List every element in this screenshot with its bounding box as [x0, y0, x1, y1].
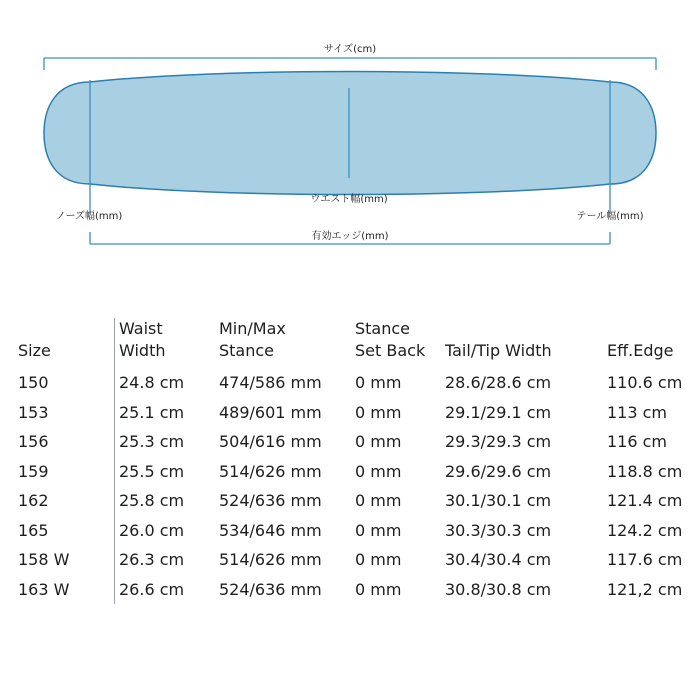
- cell-waist-width: 25.3 cm: [119, 432, 185, 452]
- cell-stance: 474/586 mm: [219, 373, 322, 393]
- cell-tail-tip-width: 30.1/30.1 cm: [445, 491, 552, 511]
- cell-set-back: 0 mm: [355, 461, 402, 481]
- header-waist-width: [115, 318, 220, 368]
- cell-tail-tip-width: 30.3/30.3 cm: [445, 520, 552, 540]
- cell-tail-tip-width: 30.8/30.8 cm: [445, 579, 552, 599]
- cell-eff-edge: 116 cm: [607, 432, 668, 452]
- header-line2: Stance: [219, 341, 275, 360]
- header-tail-tip-width: [445, 318, 607, 368]
- cell-waist-width: 26.6 cm: [119, 579, 185, 599]
- table-row: [14, 516, 697, 546]
- cell-set-back: 0 mm: [355, 402, 402, 422]
- edge-label: 有効エッジ(mm): [311, 231, 389, 242]
- cell-set-back: 0 mm: [355, 491, 402, 511]
- header-eff-edge: [607, 318, 697, 368]
- header-line1: [18, 318, 114, 340]
- cell-eff-edge: 117.6 cm: [607, 550, 683, 570]
- cell-set-back: 0 mm: [355, 432, 402, 452]
- header-size: [14, 318, 115, 368]
- cell-set-back: 0 mm: [355, 520, 402, 540]
- table-body: [14, 368, 697, 604]
- header-line2: Size: [18, 341, 51, 360]
- cell-waist-width: 24.8 cm: [119, 373, 185, 393]
- table-header-row: [14, 318, 697, 368]
- size-label: サイズ(cm): [323, 44, 377, 55]
- cell-tail-tip-width: 28.6/28.6 cm: [445, 373, 552, 393]
- cell-set-back: 0 mm: [355, 373, 402, 393]
- cell-waist-width: 25.1 cm: [119, 402, 185, 422]
- table-row: [14, 427, 697, 457]
- header-line1: Stance: [355, 319, 411, 338]
- nose-label: ノーズ幅(mm): [55, 211, 123, 222]
- waist-label: ウエスト幅(mm): [310, 194, 388, 205]
- header-line1: [445, 318, 607, 340]
- cell-size: 159: [14, 457, 115, 487]
- spec-table: [14, 318, 697, 604]
- cell-size: 156: [14, 427, 115, 457]
- cell-set-back: 0 mm: [355, 579, 402, 599]
- header-line2: Set Back: [355, 341, 426, 360]
- cell-waist-width: 26.0 cm: [119, 520, 185, 540]
- header-line2: Width: [119, 341, 166, 360]
- cell-size: 163 W: [14, 575, 115, 605]
- size-dimension-line: [44, 58, 656, 70]
- table-row: [14, 368, 697, 398]
- header-stance: [219, 318, 355, 368]
- cell-stance: 504/616 mm: [219, 432, 322, 452]
- table-row: [14, 575, 697, 605]
- cell-eff-edge: 124.2 cm: [607, 520, 683, 540]
- cell-set-back: 0 mm: [355, 550, 402, 570]
- cell-waist-width: 25.5 cm: [119, 461, 185, 481]
- cell-stance: 524/636 mm: [219, 491, 322, 511]
- cell-eff-edge: 118.8 cm: [607, 461, 683, 481]
- table-row: [14, 398, 697, 428]
- snowboard-diagram: [0, 0, 700, 250]
- cell-size: 150: [14, 368, 115, 398]
- cell-eff-edge: 121,2 cm: [607, 579, 683, 599]
- cell-stance: 534/646 mm: [219, 520, 322, 540]
- table-row: [14, 457, 697, 487]
- cell-size: 158 W: [14, 545, 115, 575]
- table-row: [14, 486, 697, 516]
- tail-label: テール幅(mm): [576, 211, 644, 222]
- cell-waist-width: 25.8 cm: [119, 491, 185, 511]
- cell-tail-tip-width: 30.4/30.4 cm: [445, 550, 552, 570]
- header-line1: Waist: [119, 319, 163, 338]
- cell-waist-width: 26.3 cm: [119, 550, 185, 570]
- cell-eff-edge: 121.4 cm: [607, 491, 683, 511]
- cell-stance: 524/636 mm: [219, 579, 322, 599]
- header-line1: [607, 318, 697, 340]
- header-line2: Tail/Tip Width: [445, 341, 552, 360]
- table-row: [14, 545, 697, 575]
- cell-tail-tip-width: 29.3/29.3 cm: [445, 432, 552, 452]
- cell-size: 165: [14, 516, 115, 546]
- cell-stance: 514/626 mm: [219, 461, 322, 481]
- header-line2: Eff.Edge: [607, 341, 674, 360]
- header-line1: Min/Max: [219, 319, 286, 338]
- cell-eff-edge: 113 cm: [607, 402, 668, 422]
- cell-eff-edge: 110.6 cm: [607, 373, 683, 393]
- cell-tail-tip-width: 29.1/29.1 cm: [445, 402, 552, 422]
- board-outline: [44, 72, 656, 195]
- cell-tail-tip-width: 29.6/29.6 cm: [445, 461, 552, 481]
- cell-stance: 514/626 mm: [219, 550, 322, 570]
- cell-size: 153: [14, 398, 115, 428]
- header-set-back: [355, 318, 445, 368]
- cell-stance: 489/601 mm: [219, 402, 322, 422]
- cell-size: 162: [14, 486, 115, 516]
